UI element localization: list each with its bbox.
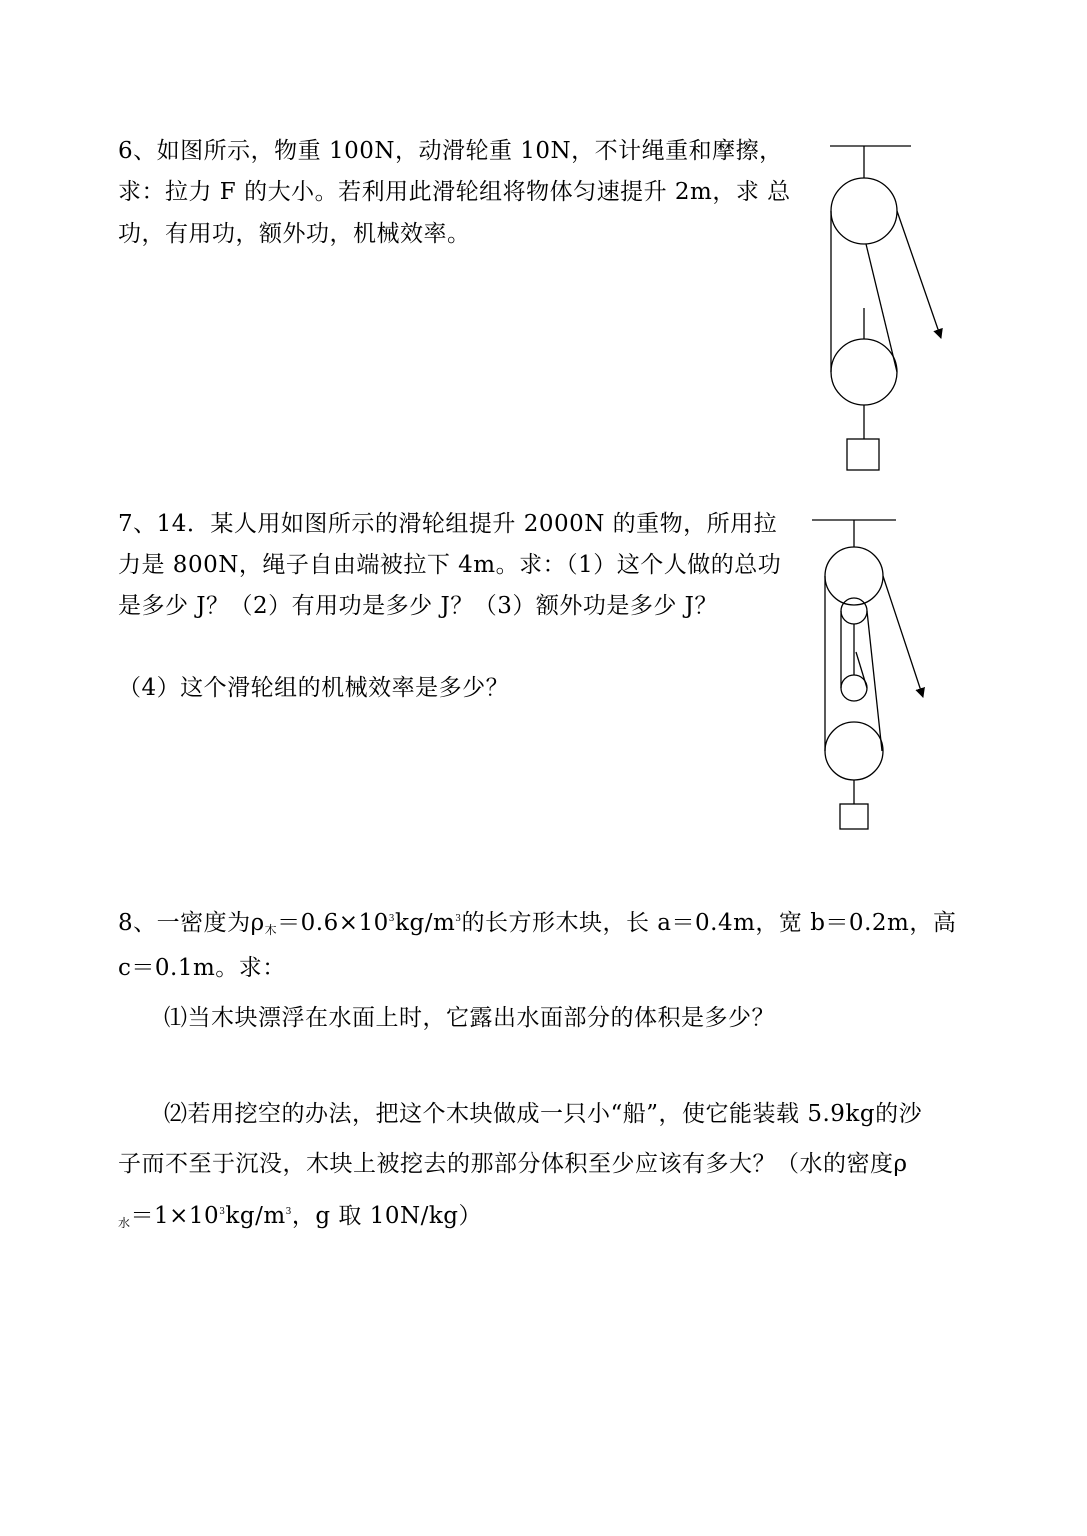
q7-line-1: 7、14．某人用如图所示的滑轮组提升 2000N 的重物，所用拉: [118, 511, 778, 537]
small-moving-pulley: [841, 675, 867, 701]
q8-line-6: $_水=1\times 10^3kg/m^3$，g 取 10N/kg）: [118, 1203, 483, 1230]
q8-line-5: 子而不至于沉没，木块上被挖去的那部分体积至少应该有多大？（水的密度ρ: [118, 1151, 908, 1177]
q6-line-2: 求：拉力 F 的大小。若利用此滑轮组将物体匀速提升 2m，求 总: [118, 179, 791, 205]
pulley-system-q6: [830, 146, 941, 470]
rope-pull-end: [897, 211, 941, 338]
large-moving-pulley: [825, 722, 883, 780]
fixed-pulley: [831, 178, 897, 244]
rope-middle: [866, 244, 897, 372]
load-block: [847, 439, 879, 470]
q8-line-4: ⑵若用挖空的办法，把这个木块做成一只小“船”，使它能装载 5.9kg的沙: [164, 1101, 923, 1127]
q7-line-2: 力是 800N，绳子自由端被拉下 4m。求：（1）这个人做的总功: [118, 552, 782, 578]
small-fixed-pulley: [841, 598, 867, 624]
q7-line-3: 是多少 J？（2）有用功是多少 J？（3）额外功是多少 J？: [118, 593, 718, 619]
q8-line-3: ⑴当木块漂浮在水面上时，它露出水面部分的体积是多少？: [164, 1005, 775, 1031]
rope-pull-end: [883, 576, 923, 697]
moving-pulley: [831, 339, 897, 405]
q7-line-4: （4）这个滑轮组的机械效率是多少？: [118, 675, 510, 701]
load-block: [840, 804, 868, 829]
pulley-system-q7: [812, 520, 923, 829]
q6-line-1: 6、如图所示，物重 100N，动滑轮重 10N，不计绳重和摩擦，: [118, 138, 783, 164]
large-fixed-pulley: [825, 547, 883, 605]
q6-line-3: 功，有用功，额外功，机械效率。: [118, 221, 471, 247]
q8-line-1: 8、一密度为$\rho_木=0.6\times 10^3kg/m^3$的长方形木块，长 a＝0.4m，宽 b＝0.2m，高: [118, 910, 957, 937]
q8-line-2: c＝0.1m。求：: [118, 955, 286, 981]
